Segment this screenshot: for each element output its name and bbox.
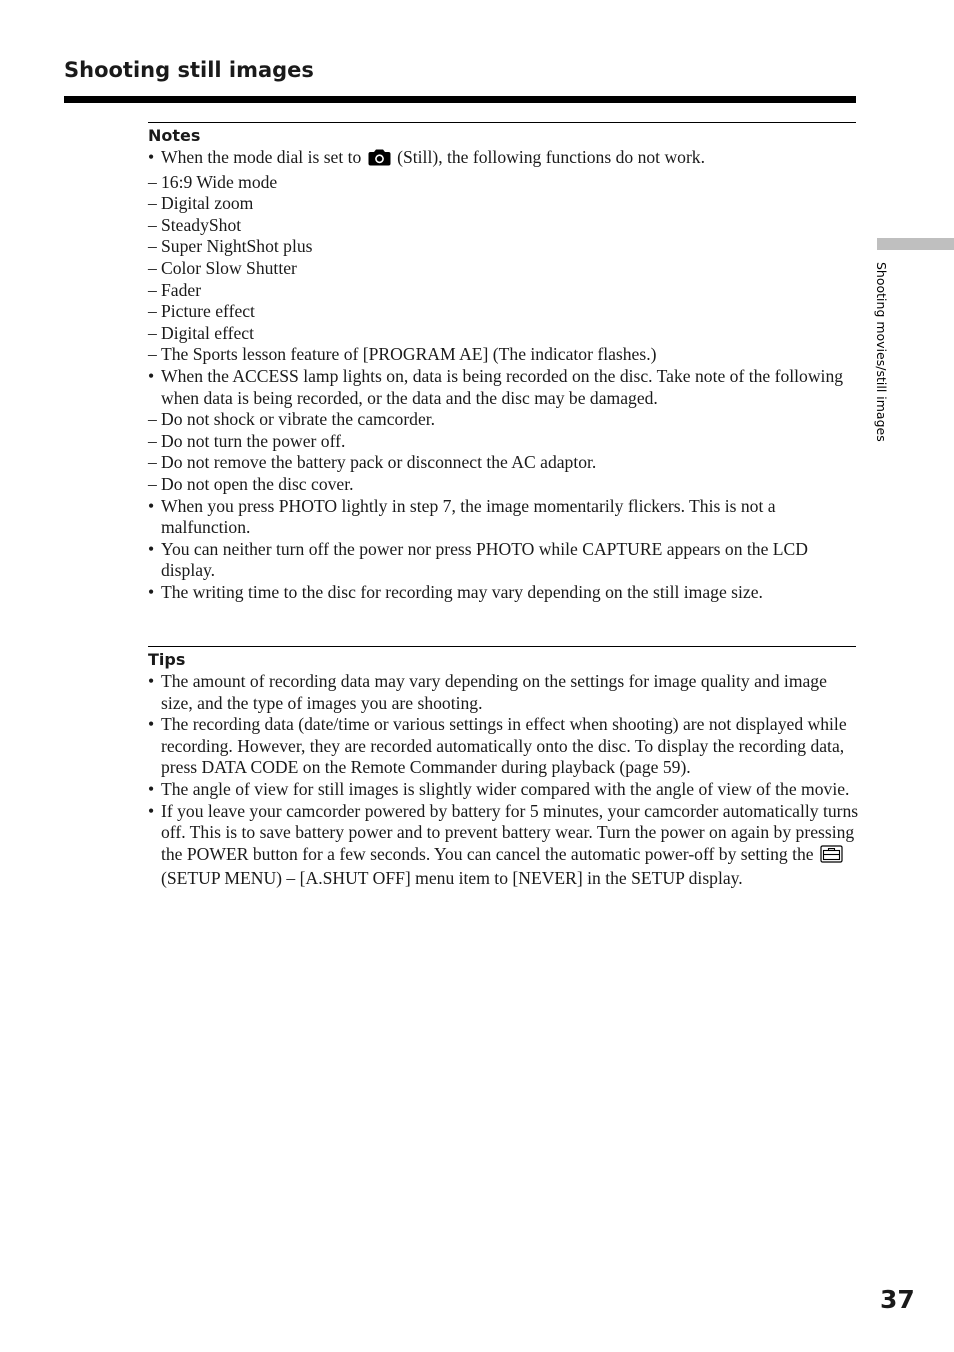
tip-1-text: The amount of recording data may vary depending on the settings for image quality and image size, and the type of images you are shooting. xyxy=(161,671,827,713)
notes-top-rule xyxy=(148,122,856,123)
side-tab-text: Shooting movies/still images xyxy=(874,262,889,442)
page-number: 37 xyxy=(880,1285,915,1314)
list-item xyxy=(148,801,860,890)
bullet: • xyxy=(148,365,155,386)
list-subitem: – Super NightShot plus xyxy=(148,236,313,257)
tip-4-text-b: (SETUP MENU) – [A.SHUT OFF] menu item to [NEVER] in the SETUP display. xyxy=(161,868,743,889)
note-4-text: You can neither turn off the power nor press PHOTO while CAPTURE appears on the LCD display. xyxy=(161,538,808,581)
bullet: • xyxy=(148,714,155,735)
tips-heading: Tips xyxy=(148,650,186,669)
list-item xyxy=(148,366,860,409)
list-subitem: – Do not turn the power off. xyxy=(148,430,346,451)
list-subitem: – Do not remove the battery pack or disconnect the AC adaptor. xyxy=(148,452,597,473)
list-item xyxy=(148,671,860,714)
note-1-text-b: (Still), the following functions do not work. xyxy=(397,147,706,167)
list-item xyxy=(148,539,860,582)
bullet: • xyxy=(148,800,155,821)
bullet: • xyxy=(148,581,155,602)
tip-2-text: The recording data (date/time or various settings in effect when shooting) are not displayed while recording. However, they are recorded automatically onto the disc. To display the recording data, press DATA CODE on the Remote Commander during playback (page 59). xyxy=(161,714,847,778)
notes-heading: Notes xyxy=(148,126,201,145)
side-tab-marker xyxy=(877,238,954,250)
tips-list xyxy=(148,671,860,890)
list-subitem: – SteadyShot xyxy=(148,214,242,235)
list-subitem: – The Sports lesson feature of [PROGRAM AE] (The indicator flashes.) xyxy=(148,344,657,365)
list-item xyxy=(148,496,860,539)
bullet: • xyxy=(148,495,155,516)
bullet: • xyxy=(148,147,155,167)
note-1-text-a: When the mode dial is set to xyxy=(161,147,362,167)
list-subitem: – Color Slow Shutter xyxy=(148,257,297,278)
title-rule xyxy=(64,96,856,103)
bullet: • xyxy=(148,538,155,559)
list-item xyxy=(148,582,860,604)
list-subitem: – Digital effect xyxy=(148,322,254,343)
toolbox-icon xyxy=(820,845,843,869)
camera-icon xyxy=(368,149,391,172)
note-2-text: When the ACCESS lamp lights on, data is being recorded on the disc. Take note of the following when data is being recorded, or the data and the disc may be damaged. xyxy=(161,365,844,408)
list-item xyxy=(148,779,860,801)
list-subitem: – Picture effect xyxy=(148,301,255,322)
list-item xyxy=(148,714,860,779)
list-subitem: – Fader xyxy=(148,279,202,300)
bullet: • xyxy=(148,778,155,799)
list-item xyxy=(148,147,860,172)
note-3-text: When you press PHOTO lightly in step 7, the image momentarily flickers. This is not a malfunction. xyxy=(161,495,776,538)
notes-list xyxy=(148,147,860,603)
tip-3-text: The angle of view for still images is slightly wider compared with the angle of view of the movie. xyxy=(161,778,850,799)
tips-top-rule xyxy=(148,646,856,647)
list-subitem: – Digital zoom xyxy=(148,193,254,214)
note-5-text: The writing time to the disc for recording may vary depending on the still image size. xyxy=(161,581,763,602)
list-subitem: – 16:9 Wide mode xyxy=(148,171,278,192)
list-subitem: – Do not open the disc cover. xyxy=(148,473,354,494)
tip-4-text-a: If you leave your camcorder powered by battery for 5 minutes, your camcorder automatically turns off. This is to save battery power and to prevent battery wear. Turn the power on again by pressing the POWER button for a few seconds. You can cancel the automatic power-off by setting the xyxy=(161,800,859,864)
list-subitem: – Do not shock or vibrate the camcorder. xyxy=(148,409,436,430)
bullet: • xyxy=(148,671,155,691)
section-title: Shooting still images xyxy=(64,58,314,82)
